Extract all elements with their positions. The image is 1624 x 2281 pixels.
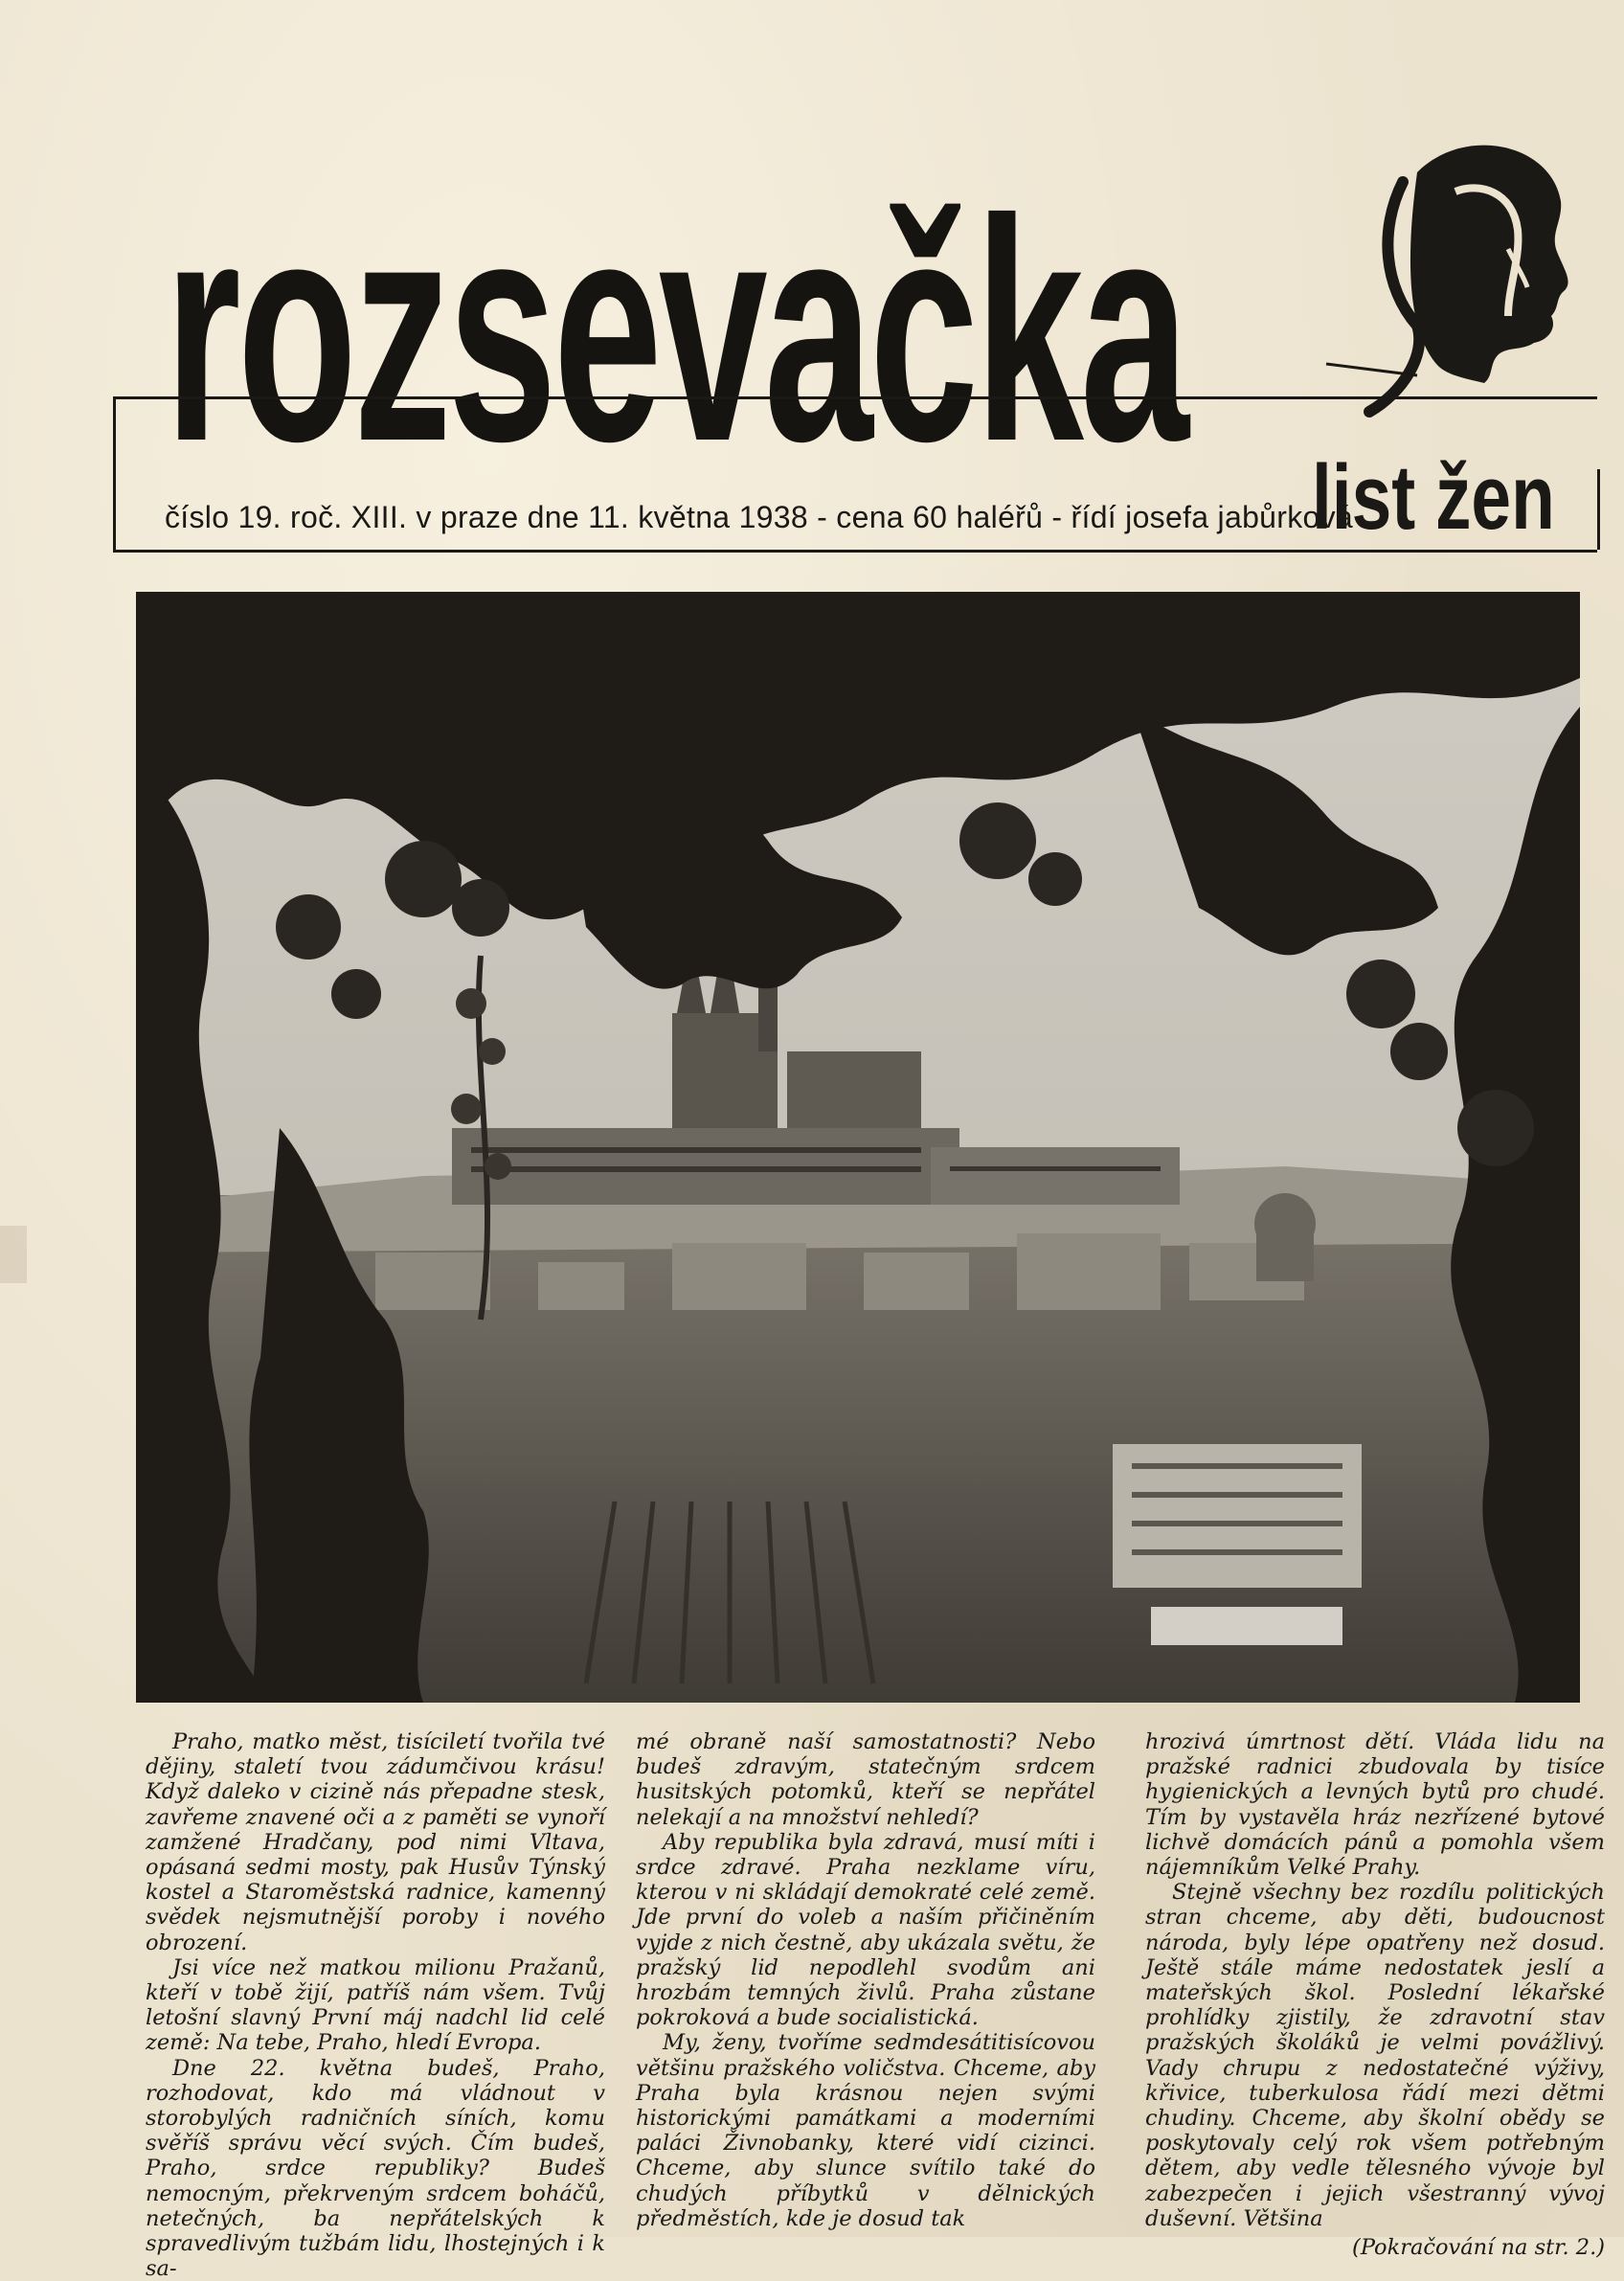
paragraph: Jsi více než matkou milionu Pražanů, kteří v tobě žijí, patříš nám všem. Tvůj letošní slavný První máj nadchl lid celé země: Na tebe, Praho, hledí Evropa. [146, 1954, 605, 2056]
masthead-rule-right [1597, 469, 1600, 550]
masthead-rule-left [113, 396, 116, 550]
masthead-subtitle: list žen [1312, 446, 1555, 549]
paragraph: Aby republika byla zdravá, musí míti i srdce zdravé. Praha nezklame víru, kterou v ni skládají demokraté celé země. Jde první do voleb a naším přičiněním vyjde z nich čestně, aby ukázala světu, že pražský lid nepodlehl svodům ani hrozbám temných živlů. Praha zůstane pokroková a bude socialistická. [636, 1829, 1095, 2031]
paragraph: mé obraně naší samostatnosti? Nebo budeš zdravým, statečným srdcem husitských potomků, kteří se nepřátel nelekají a na množství nehledí? [636, 1729, 1095, 1830]
paragraph: Dne 22. května budeš, Praho, rozhodovat, kdo má vládnout v storobylých radničních síních, komu svěříš správu věcí svých. Čím budeš, Praho, srdce republiky? Budeš nemocným, překrveným srdcem boháčů, netečných, ba nepřátelských k spravedlivým tužbám lidu, lhostejných i k sa- [146, 2055, 605, 2281]
paper-fold-mark [0, 1226, 27, 1283]
issue-line: číslo 19. roč. XIII. v praze dne 11. května 1938 - cena 60 haléřů - řídí josefa jabůrková [165, 500, 1354, 534]
woman-profile-icon [1312, 124, 1599, 469]
paragraph: Praho, matko měst, tisíciletí tvořila tvé dějiny, staletí tvou zádumčivou krásu! Když daleko v cizině nás přepadne stesk, zavřeme znavené oči a z paměti se vynoří zamžené Hradčany, pod nimi Vltava, opásaná sedmi mosty, pak Husův Týnský kostel a Staroměstská radnice, kamenný svědek nejsmutnější poroby i nového obrození. [146, 1729, 605, 1955]
prague-castle-photo [136, 592, 1580, 1703]
paragraph: hrozivá úmrtnost dětí. Vláda lidu na pražské radnici zbudovala by tisíce hygienických a levných bytů pro chudé. Tím by vystavěla hráz nezřízené bytové lichvě domácích pánů a pomohla všem nájemníkům Velké Prahy. [1145, 1729, 1605, 1881]
masthead-rule-bottom [113, 550, 1597, 553]
continued-note: (Pokračování na str. 2.) [1352, 2235, 1605, 2261]
article-column-3 [1145, 1729, 1605, 2260]
article-column-1 [146, 1729, 605, 2281]
paragraph: Stejně všechny bez rozdílu politických stran chceme, aby děti, budoucnost národa, byly lépe opatřeny než dosud. Ještě stále máme nedostatek jeslí a mateřských škol. Poslední lékařské prohlídky zjistily, že zdravotní stav pražských školáků je velmi povážlivý. Vady chrupu z nedostatečné výživy, křivice, tuberkulosa řádí mezi dětmi chudiny. Chceme, aby školní obědy se poskytovaly celý rok všem potřebným dětem, aby vedle tělesného vývoje byl zabezpečen i jejich všestranný vývoj duševní. Většina [1145, 1880, 1605, 2231]
masthead-title: rozsevačka [165, 153, 1186, 507]
lead-article [136, 1729, 1618, 2281]
paragraph: My, ženy, tvoříme sedmdesátitisícovou většinu pražského voličstva. Chceme, aby Praha byla krásnou nejen svými historickými památkami a moderními paláci Živnobanky, které vidí cizinci. Chceme, aby slunce svítilo také do chudých příbytků v dělnických předměstích, kde je dosud tak [636, 2030, 1095, 2231]
article-column-2 [636, 1729, 1095, 2231]
